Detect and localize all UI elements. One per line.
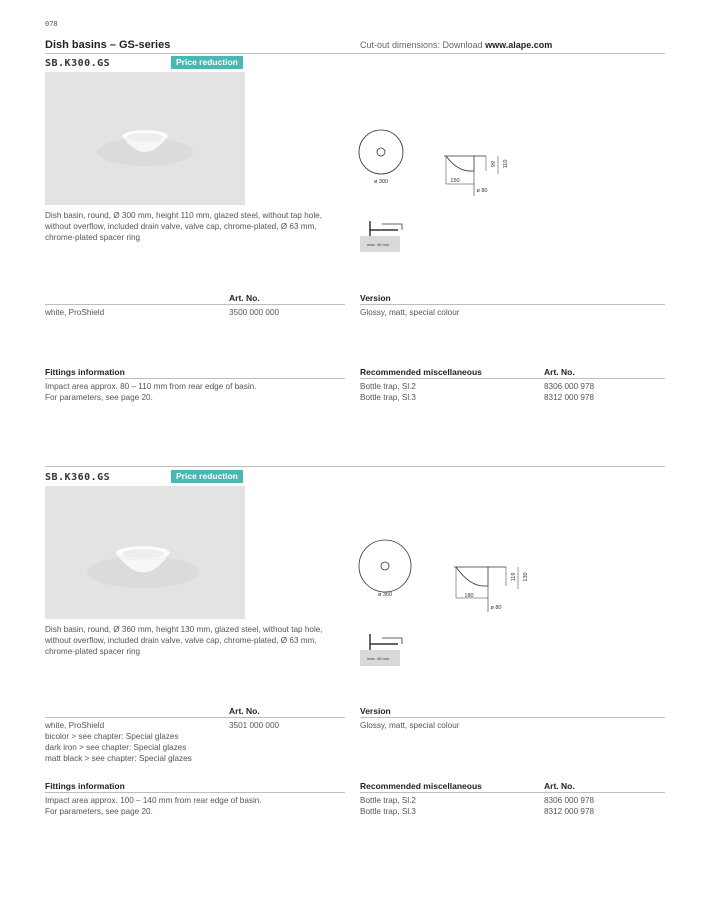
misc-art-list — [544, 795, 594, 817]
product-description: Dish basin, round, Ø 300 mm, height 110 mm, glazed steel, without tap hole, without overflow, included drain valve, valve cap, chrome-plated, Ø 63 mm, chrome-plated spacer ring — [45, 211, 323, 242]
variant-item: dark iron > see chapter: Special glazes — [45, 743, 187, 752]
table-divider — [45, 378, 345, 379]
product-photo — [45, 486, 245, 619]
width-label: 150 — [450, 178, 460, 184]
top-view — [359, 540, 411, 598]
side-view — [444, 156, 509, 196]
misc-art-header: Art. No. — [544, 367, 575, 377]
dimension-drawing — [358, 536, 533, 671]
version-value: Glossy, matt, special colour — [360, 308, 460, 317]
fittings-header: Fittings information — [45, 781, 125, 791]
misc-name: Bottle trap, Sl.3 — [360, 807, 416, 816]
misc-list — [360, 795, 416, 817]
misc-header: Recommended miscellaneous — [360, 367, 482, 377]
table-divider — [360, 717, 665, 718]
depth-label: 99 — [491, 160, 497, 168]
cutout-link[interactable]: www.alape.com — [485, 40, 553, 50]
misc-header: Recommended miscellaneous — [360, 781, 482, 791]
art-number: 3500 000 000 — [229, 308, 280, 317]
top-diameter-label: ø 300 — [373, 179, 389, 185]
drain-label: ø 80 — [490, 605, 502, 611]
variant-item: white, ProShield — [45, 721, 105, 730]
variant-item: bicolor > see chapter: Special glazes — [45, 732, 179, 741]
height-label: 130 — [523, 572, 529, 582]
price-badge: Price reduction — [171, 56, 243, 69]
variant-item: white, ProShield — [45, 308, 105, 317]
install-detail — [360, 221, 402, 252]
misc-art: 8312 000 978 — [544, 807, 595, 816]
art-header: Art. No. — [229, 706, 260, 716]
table-divider — [45, 304, 345, 305]
cutout-prefix: Cut-out dimensions: Download — [360, 40, 483, 50]
basin-photo-graphic — [45, 486, 245, 619]
fittings-line: For parameters, see page 20. — [45, 807, 153, 816]
header-divider — [45, 53, 665, 54]
version-header: Version — [360, 293, 391, 303]
install-label: max. 40 mm — [366, 656, 390, 661]
misc-name: Bottle trap, Sl.3 — [360, 393, 416, 402]
page-title: Dish basins – GS-series — [45, 39, 171, 51]
price-badge: Price reduction — [171, 470, 243, 483]
fittings-text — [45, 795, 262, 817]
variant-list — [45, 307, 104, 318]
fittings-header: Fittings information — [45, 367, 125, 377]
misc-art-header: Art. No. — [544, 781, 575, 791]
section-divider — [45, 466, 665, 467]
cutout-note — [360, 40, 552, 50]
table-divider — [45, 717, 345, 718]
misc-art: 8306 000 978 — [544, 796, 595, 805]
page-number: 078 — [45, 20, 58, 28]
misc-list — [360, 381, 416, 403]
misc-art: 8306 000 978 — [544, 382, 595, 391]
install-detail — [360, 634, 402, 666]
misc-art-list — [544, 381, 594, 403]
depth-label: 119 — [511, 572, 517, 582]
table-divider — [360, 304, 665, 305]
product-photo — [45, 72, 245, 205]
version-value: Glossy, matt, special colour — [360, 721, 460, 730]
misc-art: 8312 000 978 — [544, 393, 595, 402]
product-code: SB.K300.GS — [45, 58, 111, 69]
version-header: Version — [360, 706, 391, 716]
top-diameter-label: ø 360 — [377, 592, 393, 598]
table-divider — [360, 378, 665, 379]
variant-list — [45, 720, 192, 764]
art-number: 3501 000 000 — [229, 721, 280, 730]
dimension-drawing — [358, 126, 528, 256]
basin-photo-graphic — [45, 72, 245, 205]
width-label: 180 — [464, 593, 474, 599]
fittings-line: For parameters, see page 20. — [45, 393, 153, 402]
drain-label: ø 80 — [476, 188, 488, 194]
fittings-line: Impact area approx. 100 – 140 mm from rear edge of basin. — [45, 796, 262, 805]
side-view — [454, 567, 529, 612]
fittings-line: Impact area approx. 80 – 110 mm from rear edge of basin. — [45, 382, 257, 391]
product-code: SB.K360.GS — [45, 472, 111, 483]
product-description: Dish basin, round, Ø 360 mm, height 130 mm, glazed steel, without tap hole, without overflow, included drain valve, valve cap, chrome-plated, Ø 63 mm, chrome-plated spacer ring — [45, 625, 323, 656]
install-label: max. 40 mm — [366, 242, 390, 247]
misc-name: Bottle trap, Sl.2 — [360, 796, 416, 805]
fittings-text — [45, 381, 256, 403]
height-label: 110 — [503, 159, 509, 169]
top-view — [359, 130, 403, 185]
art-header: Art. No. — [229, 293, 260, 303]
variant-item: matt black > see chapter: Special glazes — [45, 754, 192, 763]
misc-name: Bottle trap, Sl.2 — [360, 382, 416, 391]
table-divider — [360, 792, 665, 793]
table-divider — [45, 792, 345, 793]
